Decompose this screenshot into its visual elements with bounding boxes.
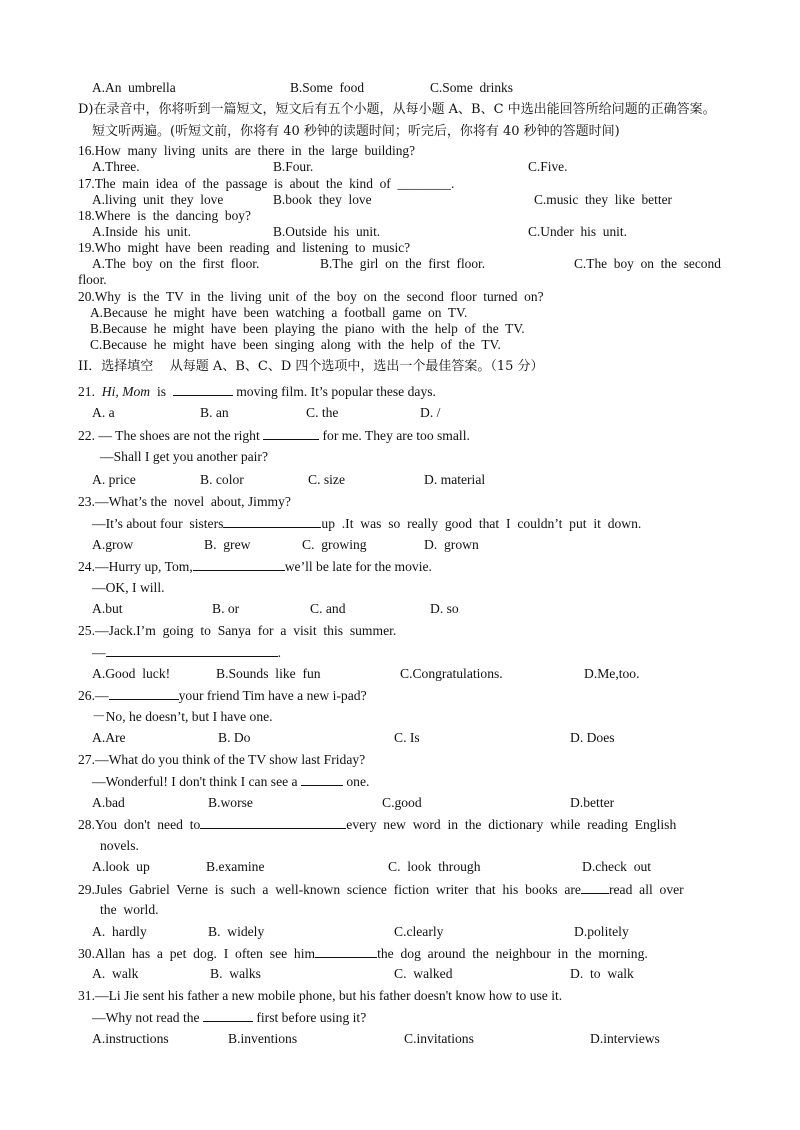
option-wrap: floor. bbox=[78, 272, 107, 287]
option: D. material bbox=[424, 472, 486, 487]
option: D.better bbox=[570, 795, 615, 810]
option: C.The boy on the second bbox=[574, 256, 721, 271]
option: C. walked bbox=[394, 966, 453, 981]
option: A.Good luck! bbox=[92, 666, 171, 681]
option: B. color bbox=[200, 472, 244, 487]
section-d-instruction: 短文听两遍。(听短文前，你将有 40 秒钟的读题时间；听完后，你将有 40 秒钟的答题时间) bbox=[92, 124, 620, 139]
question-stem: 27.—What do you think of the TV show last Friday? bbox=[78, 752, 366, 767]
option: B.book they love bbox=[273, 192, 372, 207]
option: A.The boy on the first floor. bbox=[92, 256, 260, 271]
option: C. Is bbox=[394, 730, 420, 745]
section-heading: II．选择填空 从每题 A、B、C、D 四个选项中，选出一个最佳答案。（15 分） bbox=[78, 359, 544, 374]
question-reply: —Why not read the first before using it? bbox=[92, 1010, 367, 1025]
question-stem: 24.—Hurry up, Tom, we’ll be late for the movie. bbox=[78, 559, 432, 574]
question-reply: —Shall I get you another pair? bbox=[100, 449, 268, 464]
option: D.interviews bbox=[590, 1031, 660, 1046]
option: C.Some drinks bbox=[430, 80, 513, 95]
option: B. walks bbox=[210, 966, 261, 981]
question-stem-cont: novels. bbox=[100, 838, 139, 853]
section-d-instruction: D)在录音中，你将听到一篇短文，短文后有五个小题，从每小题 A、B、C 中选出能回答所给问题的正确答案。 bbox=[78, 102, 716, 117]
option: B.Sounds like fun bbox=[216, 666, 321, 681]
question-stem: 22. — The shoes are not the right for me. They are too small. bbox=[78, 428, 470, 443]
question-reply: —It’s about four sisters up .It was so really good that I couldn’t put it down. bbox=[92, 516, 642, 531]
answer-blank bbox=[581, 881, 609, 894]
option: A.grow bbox=[92, 537, 134, 552]
question-stem: 29.Jules Gabriel Verne is such a well-known science fiction writer that his books are read all over bbox=[78, 882, 684, 897]
answer-blank bbox=[203, 1009, 253, 1022]
option: C.Because he might have been singing along with the help of the TV. bbox=[90, 337, 501, 352]
option: A. hardly bbox=[92, 924, 147, 939]
option: C.good bbox=[382, 795, 422, 810]
question-stem: 25.—Jack.I’m going to Sanya for a visit this summer. bbox=[78, 623, 397, 638]
option: A.Are bbox=[92, 730, 126, 745]
option: A. price bbox=[92, 472, 136, 487]
option: B. Do bbox=[218, 730, 251, 745]
option: B. or bbox=[212, 601, 240, 616]
question-reply: —Wonderful! I don't think I can see a one. bbox=[92, 774, 370, 789]
option: D.check out bbox=[582, 859, 652, 874]
option: D. so bbox=[430, 601, 459, 616]
option: A. a bbox=[92, 405, 115, 420]
question-stem: 26.— your friend Tim have a new i-pad? bbox=[78, 688, 367, 703]
option: B.Four. bbox=[273, 159, 314, 174]
option: D. / bbox=[420, 405, 441, 420]
option: D. to walk bbox=[570, 966, 634, 981]
answer-blank bbox=[263, 427, 319, 440]
question-stem: 20.Why is the TV in the living unit of the boy on the second floor turned on? bbox=[78, 289, 544, 304]
option: A.An umbrella bbox=[92, 80, 176, 95]
option: A.instructions bbox=[92, 1031, 169, 1046]
question-reply: —OK, I will. bbox=[92, 580, 165, 595]
film-title: Hi, Mom bbox=[101, 384, 151, 399]
option: C. the bbox=[306, 405, 339, 420]
question-stem: 23.—What’s the novel about, Jimmy? bbox=[78, 494, 291, 509]
answer-blank bbox=[109, 687, 179, 700]
answer-blank bbox=[301, 773, 343, 786]
question-stem-cont: the world. bbox=[100, 902, 159, 917]
option: C.music they like better bbox=[534, 192, 672, 207]
option: A.look up bbox=[92, 859, 150, 874]
option: C.Under his unit. bbox=[528, 224, 627, 239]
option: C. growing bbox=[302, 537, 367, 552]
answer-blank bbox=[315, 945, 377, 958]
option: C.Five. bbox=[528, 159, 568, 174]
option: D. grown bbox=[424, 537, 479, 552]
option: A. walk bbox=[92, 966, 139, 981]
option: C.Congratulations. bbox=[400, 666, 503, 681]
answer-blank bbox=[223, 515, 321, 528]
option: C. look through bbox=[388, 859, 481, 874]
option: C. and bbox=[310, 601, 346, 616]
question-stem: 21. Hi, Mom is moving film. It’s popular these days. bbox=[78, 384, 436, 399]
question-stem: 16.How many living units are there in the large building? bbox=[78, 143, 416, 158]
option: B.inventions bbox=[228, 1031, 298, 1046]
option: D. Does bbox=[570, 730, 615, 745]
option: A.living unit they love bbox=[92, 192, 224, 207]
question-stem: 31.—Li Jie sent his father a new mobile phone, but his father doesn't know how to use it. bbox=[78, 988, 563, 1003]
question-stem: 28.You don't need to every new word in the dictionary while reading English bbox=[78, 817, 677, 832]
question-stem: 19.Who might have been reading and listening to music? bbox=[78, 240, 411, 255]
option: B. grew bbox=[204, 537, 251, 552]
option: C.clearly bbox=[394, 924, 444, 939]
option: B.worse bbox=[208, 795, 253, 810]
option: D.politely bbox=[574, 924, 629, 939]
option: B.Because he might have been playing the piano with the help of the TV. bbox=[90, 321, 525, 336]
question-reply: — . bbox=[92, 645, 281, 660]
option: A.but bbox=[92, 601, 123, 616]
question-stem: 17.The main idea of the passage is about the kind of ________. bbox=[78, 176, 455, 191]
question-reply: －No, he doesn’t, but I have one. bbox=[92, 709, 273, 724]
option: B.examine bbox=[206, 859, 265, 874]
option: A.Inside his unit. bbox=[92, 224, 191, 239]
option: D.Me,too. bbox=[584, 666, 640, 681]
option: B.The girl on the first floor. bbox=[320, 256, 486, 271]
option: C.invitations bbox=[404, 1031, 474, 1046]
option: B. widely bbox=[208, 924, 265, 939]
option: A.Three. bbox=[92, 159, 140, 174]
option: B.Outside his unit. bbox=[273, 224, 381, 239]
answer-blank bbox=[173, 383, 233, 396]
answer-blank bbox=[193, 558, 285, 571]
answer-blank bbox=[106, 644, 278, 657]
option: C. size bbox=[308, 472, 345, 487]
option: B.Some food bbox=[290, 80, 365, 95]
question-stem: 18.Where is the dancing boy? bbox=[78, 208, 251, 223]
answer-blank bbox=[200, 816, 346, 829]
option: B. an bbox=[200, 405, 229, 420]
question-stem: 30.Allan has a pet dog. I often see him the dog around the neighbour in the morning. bbox=[78, 946, 648, 961]
option: A.bad bbox=[92, 795, 125, 810]
option: A.Because he might have been watching a football game on TV. bbox=[90, 305, 468, 320]
